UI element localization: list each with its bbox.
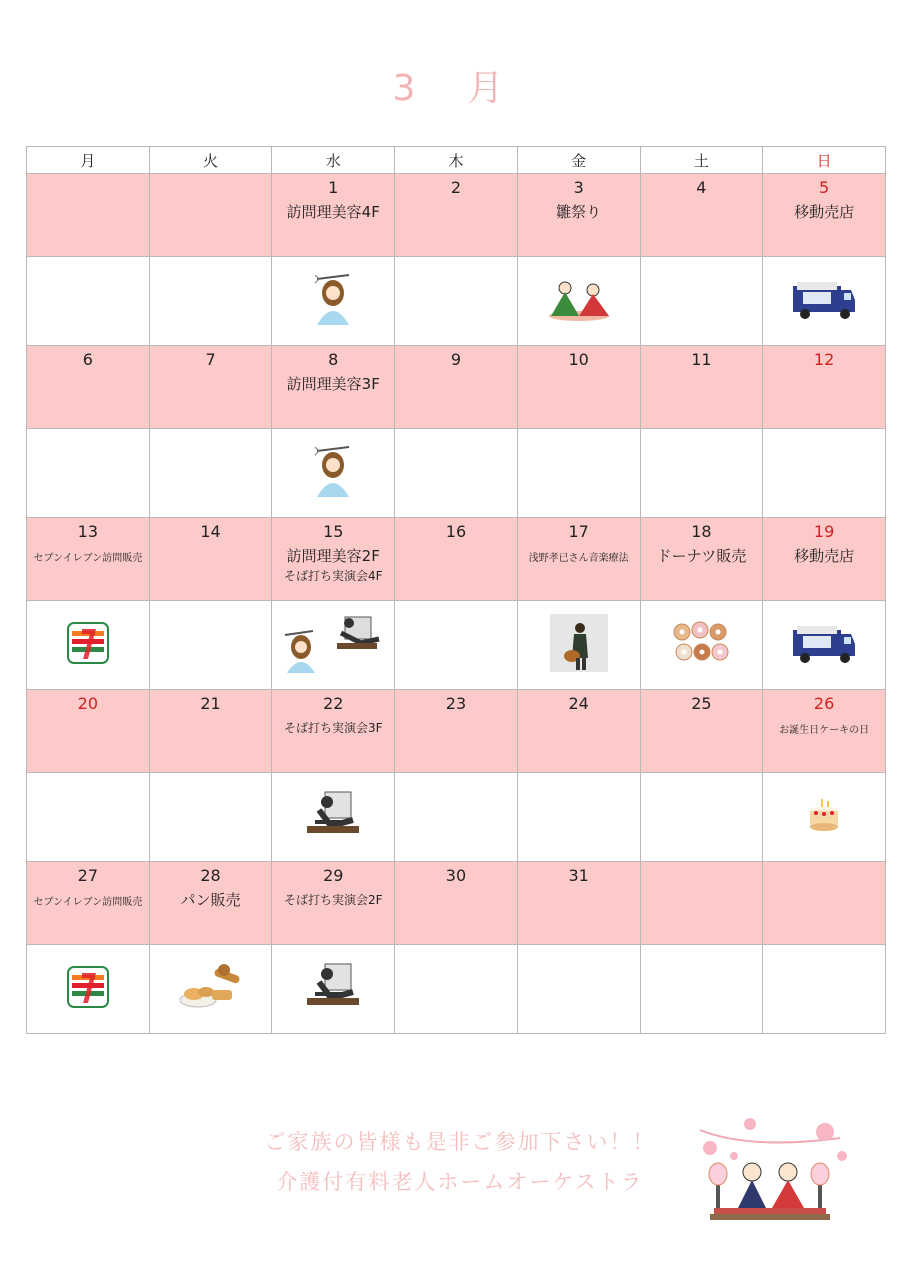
day-number: 15: [323, 522, 344, 541]
day-cell: [272, 346, 395, 429]
event-label: そば打ち実演会3F: [283, 721, 383, 735]
day-image-cell: [763, 429, 886, 518]
day-cell: [272, 690, 395, 773]
weekday-thu: 木: [395, 147, 518, 174]
week-row-images: [27, 773, 886, 862]
day-number: 14: [200, 522, 221, 541]
day-image-cell: [763, 773, 886, 862]
day-image-cell: [149, 257, 272, 346]
day-cell: [640, 346, 763, 429]
birthday-cake-icon: [804, 795, 844, 839]
day-number: 22: [323, 694, 344, 713]
day-cell: [27, 174, 150, 257]
day-number: 4: [696, 178, 707, 197]
day-cell: [27, 862, 150, 945]
day-number: 8: [328, 350, 339, 369]
day-image-cell: [517, 601, 640, 690]
day-cell: [395, 862, 518, 945]
day-cell: [517, 690, 640, 773]
day-number: 17: [568, 522, 589, 541]
day-image-cell: [517, 257, 640, 346]
day-image-cell: [640, 429, 763, 518]
day-number: 20: [77, 694, 99, 713]
day-number: 2: [450, 178, 462, 197]
donuts-icon: [670, 620, 732, 670]
day-image-cell: [27, 429, 150, 518]
day-number: 12: [813, 350, 835, 369]
day-number: 23: [445, 694, 467, 713]
weekday-sun: 日: [763, 147, 886, 174]
day-number: 6: [82, 350, 93, 369]
day-image-cell: [395, 257, 518, 346]
day-image-cell: [149, 945, 272, 1034]
day-image-cell: [640, 945, 763, 1034]
week-row-dates: [27, 862, 886, 945]
day-image-cell: [395, 945, 518, 1034]
week-row-images: [27, 601, 886, 690]
week-row-images: [27, 429, 886, 518]
day-number: 10: [568, 350, 589, 369]
week-row-dates: [27, 346, 886, 429]
day-cell: [27, 346, 150, 429]
day-cell: [395, 690, 518, 773]
day-image-cell: [27, 773, 150, 862]
day-number: 11: [691, 350, 712, 369]
event-label: 訪問理美容3F: [286, 375, 380, 393]
day-image-cell: [272, 945, 395, 1034]
day-image-cell: [149, 773, 272, 862]
week-row-images: [27, 257, 886, 346]
event-label: 訪問理美容2F: [286, 547, 380, 565]
day-cell: [149, 518, 272, 601]
soba-making-icon: [303, 790, 363, 844]
hina-dolls-decoration-icon: [690, 1110, 850, 1222]
seven-eleven-logo-icon: [66, 965, 110, 1013]
day-number: 21: [200, 694, 221, 713]
week-row-dates: [27, 518, 886, 601]
day-number: 30: [445, 866, 467, 885]
hairdresser-icon: [303, 443, 363, 503]
day-image-cell: [640, 601, 763, 690]
day-cell: [27, 518, 150, 601]
weekday-mon: 月: [27, 147, 150, 174]
guitarist-photo-icon: [550, 614, 608, 676]
day-cell: [395, 346, 518, 429]
weekday-header-row: [27, 147, 886, 174]
footer-facility-name: 介護付有料老人ホームオーケストラ: [276, 1170, 644, 1194]
mobile-shop-truck-icon: [789, 276, 859, 326]
weekday-tue: 火: [149, 147, 272, 174]
day-cell: [395, 174, 518, 257]
day-cell: [272, 174, 395, 257]
day-number: 25: [691, 694, 712, 713]
day-cell: [763, 174, 886, 257]
calendar-table: [26, 146, 886, 1034]
hina-dolls-icon: [545, 276, 613, 326]
week-row-dates: [27, 174, 886, 257]
day-image-cell: [149, 601, 272, 690]
week-row-dates: [27, 690, 886, 773]
day-image-cell: [27, 945, 150, 1034]
day-image-cell: [517, 945, 640, 1034]
day-cell: [27, 690, 150, 773]
day-image-cell: [517, 429, 640, 518]
event-label: 雛祭り: [556, 203, 602, 221]
day-image-cell: [395, 601, 518, 690]
day-cell: [763, 690, 886, 773]
day-number: 18: [691, 522, 712, 541]
day-cell: [149, 862, 272, 945]
day-image-cell: [149, 429, 272, 518]
day-cell: [517, 174, 640, 257]
day-cell: [395, 518, 518, 601]
day-number: 24: [568, 694, 589, 713]
day-number: 29: [323, 866, 344, 885]
day-number: 31: [568, 866, 589, 885]
day-image-cell: [395, 429, 518, 518]
mobile-shop-truck-icon: [789, 620, 859, 670]
soba-making-icon: [303, 962, 363, 1016]
day-image-cell: [272, 773, 395, 862]
day-image-cell: [640, 773, 763, 862]
day-cell: [517, 862, 640, 945]
day-cell: [149, 346, 272, 429]
week-row-images: [27, 945, 886, 1034]
day-cell: [272, 518, 395, 601]
event-label: 浅野孝已さん音楽療法: [528, 553, 629, 564]
event-label: パン販売: [180, 891, 241, 909]
day-number: 5: [819, 178, 830, 197]
page-title: 3 月: [392, 68, 512, 109]
weekday-sat: 土: [640, 147, 763, 174]
event-label: 移動売店: [794, 203, 855, 221]
hairdresser-and-soba-icon: [283, 613, 383, 677]
event-label: そば打ち実演会4F: [283, 569, 383, 583]
day-number: 16: [445, 522, 467, 541]
day-cell: [640, 174, 763, 257]
event-label: 訪問理美容4F: [286, 203, 380, 221]
day-cell: [517, 518, 640, 601]
day-number: 28: [200, 866, 221, 885]
event-label: セブンイレブン訪問販売: [33, 897, 143, 908]
day-image-cell: [763, 945, 886, 1034]
day-number: 26: [813, 694, 835, 713]
event-label: そば打ち実演会2F: [283, 893, 383, 907]
day-image-cell: [763, 257, 886, 346]
day-image-cell: [763, 601, 886, 690]
day-cell: [640, 690, 763, 773]
day-cell: [149, 174, 272, 257]
day-number: 27: [77, 866, 99, 885]
day-cell: [763, 346, 886, 429]
event-label: セブンイレブン訪問販売: [33, 553, 143, 564]
day-cell: [763, 862, 886, 945]
day-cell: [517, 346, 640, 429]
weekday-wed: 水: [272, 147, 395, 174]
event-label: ドーナツ販売: [656, 547, 747, 565]
day-image-cell: [640, 257, 763, 346]
day-cell: [149, 690, 272, 773]
weekday-fri: 金: [517, 147, 640, 174]
day-image-cell: [272, 601, 395, 690]
event-label: お誕生日ケーキの日: [779, 725, 870, 736]
day-number: 3: [573, 178, 584, 197]
day-cell: [640, 518, 763, 601]
day-image-cell: [272, 429, 395, 518]
event-label: 移動売店: [794, 547, 855, 565]
day-image-cell: [27, 257, 150, 346]
day-image-cell: [272, 257, 395, 346]
day-number: 19: [813, 522, 835, 541]
seven-eleven-logo-icon: [66, 621, 110, 669]
bread-icon: [176, 962, 246, 1016]
day-number: 7: [205, 350, 216, 369]
day-image-cell: [517, 773, 640, 862]
day-image-cell: [395, 773, 518, 862]
day-cell: [272, 862, 395, 945]
day-cell: [640, 862, 763, 945]
day-number: 13: [77, 522, 99, 541]
day-number: 9: [450, 350, 462, 369]
day-cell: [763, 518, 886, 601]
day-image-cell: [27, 601, 150, 690]
footer-invitation: ご家族の皆様も是非ご参加下さい！！: [264, 1130, 656, 1154]
day-number: 1: [328, 178, 339, 197]
hairdresser-icon: [303, 271, 363, 331]
